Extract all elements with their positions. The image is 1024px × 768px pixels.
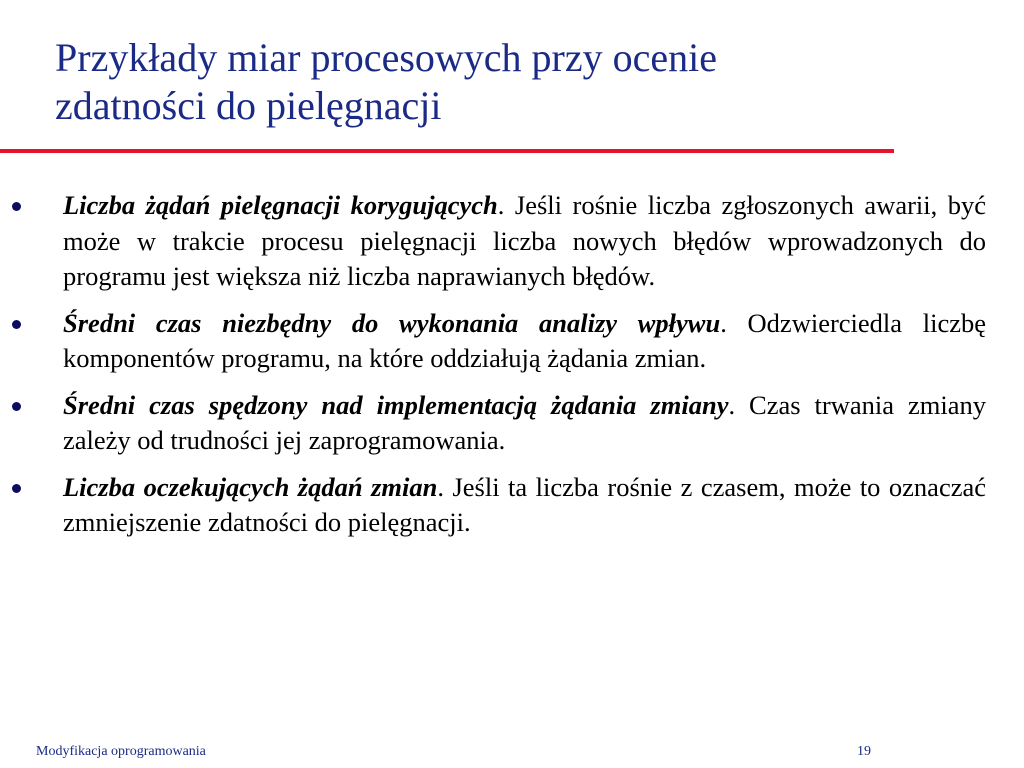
slide-title-line-2: zdatności do pielęgnacji [55,83,442,128]
bullet-text: . Odzwierciedla liczbę komponentów programu, na które oddziałują żądania zmian. [63,307,987,373]
slide-title [55,34,955,130]
bullet-item [12,388,986,459]
bullet-item [12,470,986,541]
bullet-text: . Jeśli rośnie liczba zgłoszonych awarii, być może w trakcie procesu pielęgnacji liczba nowych błędów wprowadzonych do programu jest większa niż liczba naprawianych błędów. [63,190,986,291]
footer-page-number: 19 [857,744,871,759]
bullet-item [12,188,986,295]
footer-course-name: Modyfikacja oprogramowania [36,744,206,759]
bullet-text: . Czas trwania zmiany zależy od trudności jej zaprogramowania. [63,389,986,455]
bullet-dot-icon [12,202,21,211]
bullet-dot-icon [12,484,21,493]
slide-title-line-1: Przykłady miar procesowych przy ocenie [55,35,717,80]
bullet-dot-icon [12,320,21,329]
bullet-term: Średni czas niezbędny do wykonania analizy wpływu [63,307,721,338]
title-underline-divider [0,149,894,153]
bullet-term: Liczba oczekujących żądań zmian [63,471,438,502]
bullet-term: Liczba żądań pielęgnacji korygujących [63,190,498,220]
bullet-list [12,188,986,552]
bullet-dot-icon [12,402,21,411]
bullet-term: Średni czas spędzony nad implementacją żądania zmiany [63,389,729,420]
bullet-text: . Jeśli ta liczba rośnie z czasem, może to oznaczać zmniejszenie zdatności do pielęgnacji. [63,471,986,537]
bullet-item [12,306,986,377]
